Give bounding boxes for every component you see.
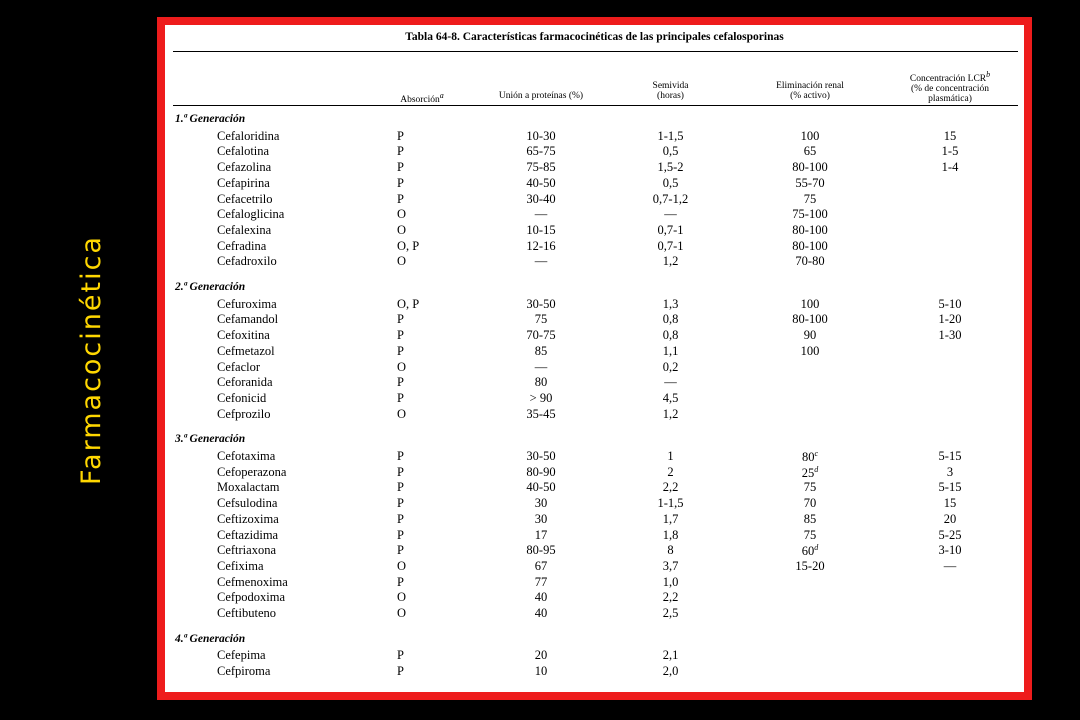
table-row — [165, 391, 1024, 406]
table-row — [165, 590, 1024, 605]
cell-drug-name: Cefacetrilo — [217, 191, 273, 206]
footnote-mark: d — [814, 464, 819, 474]
table-row — [165, 176, 1024, 191]
cell-union-proteinas: 40 — [534, 606, 548, 620]
cell-semivida: — — [664, 375, 677, 390]
table-row — [165, 223, 1024, 238]
cell-semivida: 1,5-2 — [657, 160, 684, 175]
table-row — [165, 344, 1024, 359]
cell-drug-name: Cefonicid — [217, 390, 267, 405]
cell-drug-name: Ceftazidima — [217, 527, 279, 542]
cell-eliminacion-renal: 85 — [803, 511, 817, 526]
cell-absorcion: P — [397, 449, 404, 463]
table-row — [165, 160, 1024, 175]
cell-absorcion: O — [397, 558, 407, 573]
cell-eliminacion-renal: 70-80 — [795, 254, 825, 269]
table-row — [165, 480, 1024, 495]
table-title: Tabla 64-8. Características farmacocinéticas de las principales cefalosporinas — [405, 31, 784, 43]
cell-union-proteinas: 70-75 — [526, 328, 556, 343]
cell-union-proteinas: 10-15 — [526, 222, 556, 237]
cell-eliminacion-renal: 55-70 — [795, 175, 825, 190]
cell-drug-name: Cefaloglicina — [217, 207, 285, 222]
cell-absorcion: P — [397, 496, 404, 511]
cell-drug-name: Cefprozilo — [217, 406, 271, 421]
table-row — [165, 449, 1024, 464]
cell-concentracion-lcr: 1-4 — [941, 160, 959, 175]
side-title: Farmacocinética — [76, 235, 107, 485]
cell-drug-name: Cefsulodina — [217, 496, 278, 511]
cell-drug-name: Cefalotina — [217, 144, 270, 159]
cell-semivida: 0,7-1 — [657, 222, 684, 237]
header-absorcion: Absorción$^a$ — [400, 91, 444, 106]
table-row — [165, 192, 1024, 207]
cell-absorcion: O — [397, 606, 407, 620]
table-row — [165, 559, 1024, 574]
cell-drug-name: Cefpiroma — [217, 664, 271, 679]
cell-drug-name: Cefalexina — [217, 222, 272, 237]
cell-semivida: 1,2 — [662, 406, 679, 421]
cell-absorcion: P — [397, 464, 404, 479]
table-row — [165, 648, 1024, 663]
table-row — [165, 575, 1024, 590]
cell-drug-name: Ceftibuteno — [217, 606, 277, 620]
cell-union-proteinas: 35-45 — [526, 406, 556, 421]
cell-absorcion: P — [397, 144, 404, 159]
cell-union-proteinas: 85 — [534, 343, 548, 358]
cell-concentracion-lcr: 5-15 — [938, 449, 962, 463]
table-row — [165, 528, 1024, 543]
table-row — [165, 144, 1024, 159]
cell-eliminacion-renal: 75 — [803, 527, 817, 542]
cell-absorcion: O — [397, 590, 407, 605]
cell-absorcion: O — [397, 222, 407, 237]
cell-absorcion: P — [397, 511, 404, 526]
cell-union-proteinas: 30 — [534, 496, 548, 511]
cell-absorcion: P — [397, 375, 404, 390]
table-row — [165, 407, 1024, 422]
group-label: 2.ª Generación — [175, 281, 246, 293]
cell-drug-name: Cefaloridina — [217, 128, 280, 143]
table-row — [165, 207, 1024, 222]
cell-semivida: 2,1 — [662, 648, 679, 663]
cell-drug-name: Ceforanida — [217, 375, 273, 390]
table-row — [165, 512, 1024, 527]
cell-absorcion: P — [397, 480, 404, 495]
cell-union-proteinas: — — [534, 359, 548, 374]
table-row — [165, 375, 1024, 390]
table-row — [165, 328, 1024, 343]
cell-eliminacion-renal: 80-100 — [792, 222, 828, 237]
title-rule — [173, 51, 1018, 52]
table-frame — [157, 17, 1032, 700]
cell-concentracion-lcr: 5-10 — [938, 296, 962, 311]
cell-absorcion: O — [397, 406, 407, 421]
cell-semivida: 2,5 — [662, 606, 679, 620]
header-union-proteinas: Unión a proteínas (%) — [498, 91, 584, 101]
cell-union-proteinas: 17 — [534, 527, 548, 542]
cell-absorcion: P — [397, 574, 404, 589]
cell-absorcion: P — [397, 175, 404, 190]
cell-drug-name: Cefaclor — [217, 359, 261, 374]
cell-union-proteinas: — — [534, 207, 548, 222]
table-row — [165, 239, 1024, 254]
group-label: 4.ª Generación — [175, 632, 246, 645]
cell-semivida: — — [664, 207, 677, 222]
cell-drug-name: Cefepima — [217, 648, 266, 663]
cell-eliminacion-renal: 80$^c$ — [801, 449, 819, 465]
cell-absorcion: O, P — [397, 238, 420, 253]
cell-semivida: 1,1 — [662, 343, 679, 358]
cell-union-proteinas: 40 — [534, 590, 548, 605]
cell-eliminacion-renal: 100 — [800, 343, 820, 358]
cell-absorcion: P — [397, 160, 404, 175]
cell-semivida: 0,2 — [662, 359, 679, 374]
cell-absorcion: P — [397, 527, 404, 542]
cell-eliminacion-renal: 15-20 — [795, 558, 825, 573]
cell-semivida: 2 — [667, 464, 674, 479]
cell-union-proteinas: 40-50 — [526, 175, 556, 190]
cell-union-proteinas: 30-40 — [526, 191, 556, 206]
cell-semivida: 0,8 — [662, 328, 679, 343]
cell-concentracion-lcr: 5-15 — [938, 480, 962, 495]
cell-semivida: 1,0 — [662, 574, 679, 589]
cell-concentracion-lcr: 1-30 — [938, 328, 962, 343]
cell-drug-name: Cefmenoxima — [217, 574, 288, 589]
cell-semivida: 4,5 — [662, 390, 679, 405]
cell-semivida: 1,7 — [662, 511, 679, 526]
cell-eliminacion-renal: 90 — [803, 328, 817, 343]
cell-concentracion-lcr: 20 — [943, 511, 957, 526]
table-row — [165, 254, 1024, 269]
cell-drug-name: Cefamandol — [217, 312, 279, 327]
cell-absorcion: O — [397, 254, 407, 269]
cell-union-proteinas: 77 — [534, 574, 548, 589]
cell-semivida: 1,2 — [662, 254, 679, 269]
cell-semivida: 3,7 — [662, 558, 679, 573]
cell-absorcion: P — [397, 343, 404, 358]
table-row — [165, 465, 1024, 480]
cell-semivida: 2,2 — [662, 480, 679, 495]
cell-semivida: 1 — [667, 449, 674, 463]
cell-concentracion-lcr: 1-5 — [941, 144, 959, 159]
cell-drug-name: Ceftriaxona — [217, 543, 277, 558]
cell-absorcion: P — [397, 128, 404, 143]
cell-union-proteinas: 75 — [534, 312, 548, 327]
cell-semivida: 2,2 — [662, 590, 679, 605]
footnote-mark: d — [814, 543, 819, 553]
cell-semivida: 1,8 — [662, 527, 679, 542]
cell-semivida: 0,8 — [662, 312, 679, 327]
cell-drug-name: Cefoxitina — [217, 328, 270, 343]
table-row — [165, 129, 1024, 144]
cell-concentracion-lcr: 15 — [943, 496, 957, 511]
cell-eliminacion-renal: 80-100 — [792, 312, 828, 327]
cell-concentracion-lcr: 1-20 — [938, 312, 962, 327]
table-row — [165, 606, 1024, 621]
table-row — [165, 664, 1024, 679]
cell-drug-name: Moxalactam — [217, 480, 280, 495]
header-concentracion-lcr: Concentración LCR$^b$ (% de concentración plasmática) — [909, 70, 991, 105]
cell-semivida: 1-1,5 — [657, 128, 684, 143]
table-row — [165, 312, 1024, 327]
cell-union-proteinas: 10-30 — [526, 128, 556, 143]
cell-union-proteinas: > 90 — [529, 390, 553, 405]
cell-semivida: 1,3 — [662, 296, 679, 311]
cell-union-proteinas: 30-50 — [526, 449, 556, 463]
table-row — [165, 496, 1024, 511]
cell-semivida: 0,5 — [662, 175, 679, 190]
cell-eliminacion-renal: 100 — [800, 128, 820, 143]
cell-union-proteinas: 67 — [534, 558, 548, 573]
cell-eliminacion-renal: 65 — [803, 144, 817, 159]
table-row — [165, 543, 1024, 558]
cell-eliminacion-renal: 70 — [803, 496, 817, 511]
cell-semivida: 2,0 — [662, 664, 679, 679]
cell-absorcion: P — [397, 664, 404, 679]
cell-semivida: 1-1,5 — [657, 496, 684, 511]
cell-eliminacion-renal: 60$^d$ — [801, 543, 819, 559]
cell-absorcion: P — [397, 390, 404, 405]
cell-drug-name: Cefmetazol — [217, 343, 275, 358]
cell-drug-name: Cefradina — [217, 238, 267, 253]
cell-absorcion: P — [397, 312, 404, 327]
cell-eliminacion-renal: 75 — [803, 480, 817, 495]
table-row — [165, 360, 1024, 375]
cell-union-proteinas: 10 — [534, 664, 548, 679]
header-eliminacion-renal: Eliminación renal (% activo) — [776, 81, 844, 101]
cell-drug-name: Cefapirina — [217, 175, 270, 190]
cell-concentracion-lcr: 3-10 — [938, 543, 962, 558]
cell-drug-name: Cefpodoxima — [217, 590, 286, 605]
cell-union-proteinas: 65-75 — [526, 144, 556, 159]
cell-absorcion: O — [397, 359, 407, 374]
cell-eliminacion-renal: 80-100 — [792, 238, 828, 253]
cell-concentracion-lcr: 5-25 — [938, 527, 962, 542]
footnote-mark: c — [814, 449, 819, 458]
cell-drug-name: Ceftizoxima — [217, 511, 279, 526]
cell-absorcion: P — [397, 191, 404, 206]
cell-union-proteinas: 20 — [534, 648, 548, 663]
cell-union-proteinas: 30-50 — [526, 296, 556, 311]
cell-semivida: 8 — [667, 543, 674, 558]
cell-union-proteinas: 80-90 — [526, 464, 556, 479]
cell-eliminacion-renal: 25$^d$ — [801, 464, 819, 480]
cell-union-proteinas: 80 — [534, 375, 548, 390]
cell-drug-name: Cefazolina — [217, 160, 272, 175]
cell-absorcion: P — [397, 328, 404, 343]
cell-semivida: 0,7-1 — [657, 238, 684, 253]
cell-union-proteinas: 30 — [534, 511, 548, 526]
cell-eliminacion-renal: 80-100 — [792, 160, 828, 175]
header-rule — [173, 105, 1018, 106]
cell-concentracion-lcr: — — [943, 558, 957, 573]
cell-union-proteinas: — — [534, 254, 548, 269]
cell-absorcion: O — [397, 207, 407, 222]
cell-union-proteinas: 80-95 — [526, 543, 556, 558]
group-label: 1.ª Generación — [175, 113, 246, 125]
cell-drug-name: Cefotaxima — [217, 449, 276, 463]
cell-absorcion: P — [397, 648, 404, 663]
header-semivida: Semivida (horas) — [652, 81, 689, 101]
cell-union-proteinas: 12-16 — [526, 238, 556, 253]
cell-drug-name: Cefixima — [217, 558, 264, 573]
cell-concentracion-lcr: 3 — [946, 464, 954, 479]
table-row — [165, 297, 1024, 312]
cell-drug-name: Cefuroxima — [217, 296, 277, 311]
cell-union-proteinas: 40-50 — [526, 480, 556, 495]
group-label: 3.ª Generación — [175, 433, 246, 446]
cell-concentracion-lcr: 15 — [943, 128, 957, 143]
cell-eliminacion-renal: 100 — [800, 296, 820, 311]
cell-eliminacion-renal: 75-100 — [792, 207, 828, 222]
cell-absorcion: P — [397, 543, 404, 558]
cell-union-proteinas: 75-85 — [526, 160, 556, 175]
cell-semivida: 0,7-1,2 — [652, 191, 689, 206]
cell-absorcion: O, P — [397, 296, 420, 311]
cell-semivida: 0,5 — [662, 144, 679, 159]
cell-drug-name: Cefadroxilo — [217, 254, 277, 269]
cell-eliminacion-renal: 75 — [803, 191, 817, 206]
cell-drug-name: Cefoperazona — [217, 464, 287, 479]
